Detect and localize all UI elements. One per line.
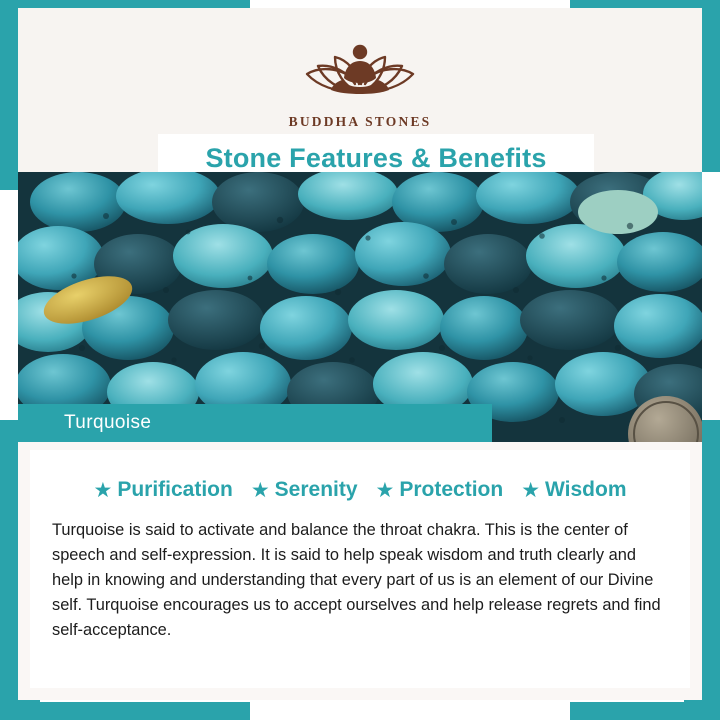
stone-photo [18,172,702,442]
brand-logo [18,30,702,130]
brand-name: BUDDHA STONES [288,114,432,129]
stone-name: Turquoise [64,412,152,433]
turquoise-stones-illustration [18,172,702,442]
benefit-label: Protection [399,478,504,501]
benefit-item-serenity [251,478,358,502]
lotus-meditation-figure-icon [280,30,440,108]
benefit-item-wisdom [521,478,626,502]
star-icon: ★ [93,478,113,502]
star-icon: ★ [250,478,270,502]
benefit-label: Serenity [274,478,358,501]
frame-accent-bottom-right-bar [570,702,720,720]
benefit-item-protection [376,478,504,502]
content-card [30,450,690,688]
frame-accent-bottom-left-bar [0,702,250,720]
star-icon: ★ [521,478,541,502]
page-title: Stone Features & Benefits [205,142,547,173]
benefits-row [30,450,690,502]
benefit-label: Wisdom [545,478,627,501]
star-icon: ★ [375,478,395,502]
header-panel [18,8,702,178]
benefit-label: Purification [117,478,233,501]
description-text: Turquoise is said to activate and balance the throat chakra. This is the center of speech and self-expression. It is said to help speak wisdom and truth clearly and help in knowing and understanding that every part of us is an element of our Divine self. Turquoise encourages us to accept ourselves and help release regrets and find self-acceptance. [52,521,661,639]
content-panel [18,442,702,700]
benefit-item-purification [93,478,232,502]
stone-name-badge [18,404,492,442]
